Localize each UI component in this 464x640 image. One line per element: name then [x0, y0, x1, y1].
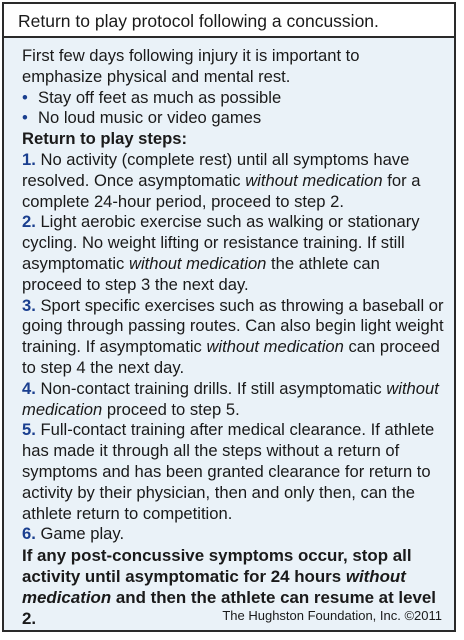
rest-bullet-list — [22, 88, 444, 130]
card-title-bar — [4, 4, 454, 38]
step-text: Light aerobic exercise such as walking or stationary cycling. No weight lifting or resistance training. If still asymptomatic — [22, 212, 420, 273]
card-title: Return to play protocol following a concussion. — [18, 11, 379, 31]
step-2 — [22, 212, 444, 295]
step-number: 6. — [22, 524, 36, 544]
bullet-icon: • — [22, 108, 28, 128]
step-emphasis: without medication — [206, 337, 344, 357]
step-emphasis: without medication — [22, 378, 439, 419]
step-emphasis: without medication — [128, 253, 267, 273]
step-number: 4. — [22, 378, 36, 398]
step-5 — [22, 420, 444, 524]
step-text: Non-contact training drills. If still asymptomatic — [35, 378, 387, 398]
bullet-icon: • — [22, 87, 28, 107]
warning-text-end: and then the athlete can resume at level 2. — [22, 588, 436, 629]
warning-text: If any post-concussive symptoms occur, stop all activity until asymptomatic for 24 hours — [22, 546, 412, 587]
card-body — [22, 46, 444, 629]
step-4 — [22, 379, 444, 421]
bullet-text: Stay off feet as much as possible — [38, 87, 282, 107]
step-text: Game play. — [35, 524, 125, 544]
bullet-text: No loud music or video games — [38, 108, 262, 128]
step-text: Sport specific exercises such as throwing a baseball or going through passing routes. Can also begin light weight training. If asymptomatic — [22, 295, 444, 357]
step-number: 2. — [22, 212, 36, 232]
step-text-end: can proceed to step 4 the next day. — [22, 337, 440, 377]
step-1 — [22, 150, 444, 212]
step-text-end: for a complete 24-hour period, proceed to step 2. — [22, 170, 421, 211]
intro-paragraph: First few days following injury it is important to emphasize physical and mental rest. — [22, 46, 360, 86]
step-text: Full-contact training after medical clearance. If athlete has made it through all the steps without a return of symptoms and has been granted clearance for return to activity by their physician, then and only then, can the athlete return to competition. — [22, 420, 435, 523]
bullet-item — [22, 88, 444, 109]
step-number: 5. — [22, 420, 36, 440]
bullet-item — [22, 108, 444, 129]
copyright-footer: The Hughston Foundation, Inc. ©2011 — [222, 608, 442, 623]
protocol-card — [2, 2, 456, 632]
step-emphasis: without medication — [245, 170, 383, 190]
step-6 — [22, 524, 444, 545]
warning-emphasis: without medication — [22, 567, 406, 608]
step-text-end: proceed to step 5. — [102, 399, 240, 419]
step-number: 3. — [22, 295, 36, 315]
step-text: No activity (complete rest) until all symptoms have resolved. Once asymptomatic — [22, 149, 410, 190]
step-text-end: the athlete can proceed to step 3 the next day. — [22, 253, 380, 294]
step-3 — [22, 296, 444, 379]
steps-heading: Return to play steps: — [22, 129, 188, 149]
step-number: 1. — [22, 149, 36, 169]
